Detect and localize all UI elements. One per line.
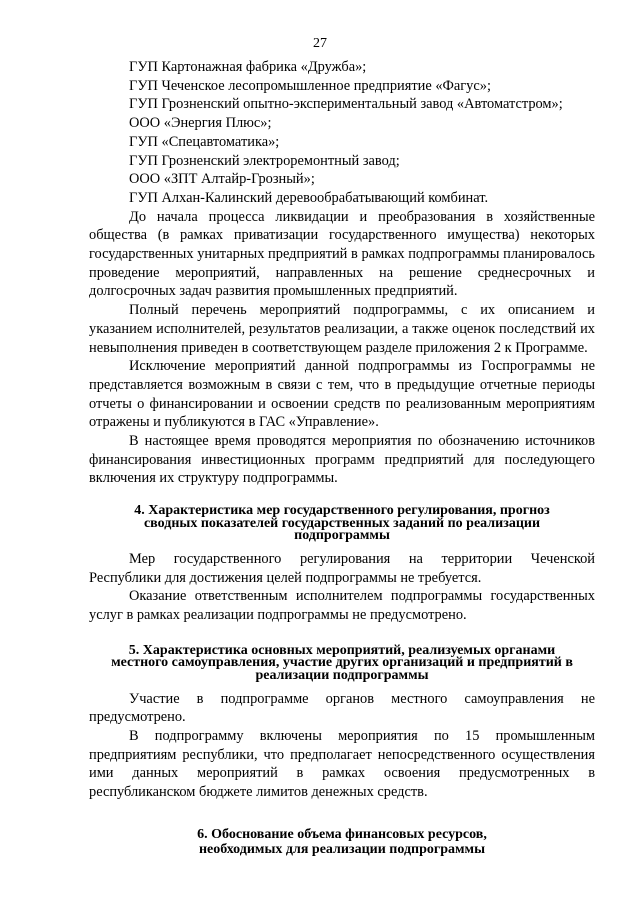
section-6-heading [89,827,595,857]
organization-item: ООО «Энергия Плюс»; [129,115,272,132]
paragraph: В настоящее время проводятся мероприятия по обозначению источников финансирования инвестиционных программ предприятий для последующего включения их структуру подпрограммы. [89,433,595,487]
heading-line: подпрограммы [294,528,390,544]
organization-item: ГУП Грозненский электроремонтный завод; [129,152,400,169]
heading-line: сводных показателей государственных заданий по реализации [143,515,541,531]
organization-item: ГУП Картонажная фабрика «Дружба»; [129,59,367,75]
paragraph: Мер государственного регулирования на территории Чеченской Республики для достижения целей подпрограммы не требуется. [89,550,595,586]
paragraph: Оказание ответственным исполнителем подпрограммы государственных услуг в рамках реализации подпрограммы не предусмотрено. [89,588,595,624]
heading-line: местного самоуправления, участие других организаций и предприятий в [111,655,573,671]
organization-item: ООО «ЗПТ Алтайр-Грозный»; [129,171,315,188]
paragraph: Участие в подпрограмме органов местного самоуправления не предусмотрено. [89,690,595,726]
organization-item: ГУП Грозненский опытно-экспериментальный завод «Автоматстром»; [129,96,563,113]
section-4-heading [89,505,595,543]
paragraph: Полный перечень мероприятий подпрограммы, с их описанием и указанием исполнителей, результатов реализации, а также оценок последствий их невыполнения приведен в соответствующем разделе приложения 2 к Программе. [89,302,595,356]
section-5-heading [89,642,595,683]
organization-list [89,58,595,208]
document-body [89,58,595,864]
heading-line: 4. Характеристика мер государственного регулирования, прогноз [134,503,550,519]
organization-item: ГУП Чеченское лесопромышленное предприятие «Фагус»; [129,77,491,94]
organization-item: ГУП Алхан-Калинский деревообрабатывающий комбинат. [129,189,489,206]
heading-line: 6. Обоснование объема финансовых ресурсов, [197,826,487,842]
paragraph: В подпрограмму включены мероприятия по 15 промышленным предприятиям республики, что предполагает непосредственного осуществления ими данных мероприятий в рамках освоения предусмотренных в республиканском бюджете лимитов денежных средств. [89,727,595,801]
heading-line: 5. Характеристика основных мероприятий, реализуемых органами [128,642,556,658]
organization-item: ГУП «Спецавтоматика»; [129,133,280,150]
page-number: 27 [313,36,327,51]
paragraph: Исключение мероприятий данной подпрограммы из Госпрограммы не представляется возможным в связи с тем, что в предыдущие отчетные периоды отчеты о финансировании и освоении средств по реализованным мероприятиям отражены и публикуются в ГАС «Управление». [89,358,595,431]
heading-line: необходимых для реализации подпрограммы [198,841,486,857]
paragraph: До начала процесса ликвидации и преобразования в хозяйственные общества (в рамках приватизации государственного имущества) некоторых государственных унитарных предприятий в рамках подпрограммы планировалось проведение мероприятий, направленных на решение среднесрочных и долгосрочных задач развития промышленных предприятий. [89,208,595,300]
heading-line: реализации подпрограммы [255,667,429,683]
